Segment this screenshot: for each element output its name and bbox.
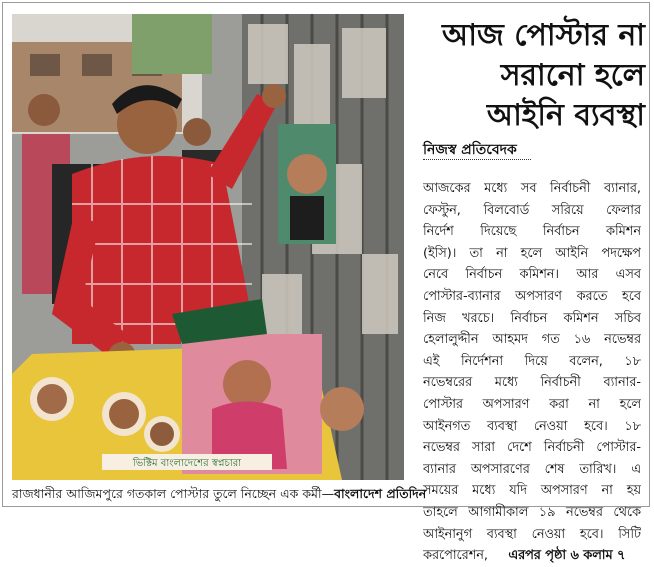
body-line: নিজ খরচে। নির্বাচন কমিশন সচিব	[423, 310, 641, 326]
headline-line-3: আইনি ব্যবস্থা	[486, 98, 645, 133]
body-line: তাহলে আগামীকাল ১৯ নভেম্বর থেকে	[423, 504, 641, 520]
body-line: পোস্টার অপসারণ করা না হলে	[423, 396, 641, 412]
body-line: (ইসি)। তা না হলে আইনি পদক্ষেপ	[423, 245, 641, 261]
jump-link[interactable]: এরপর পৃষ্ঠা ৬ কলাম ৭	[508, 548, 626, 564]
photo-caption	[12, 484, 427, 504]
news-photo	[12, 14, 404, 480]
byline-divider	[423, 159, 531, 160]
body-line: নভেম্বরের মধ্যে নির্বাচনী ব্যানার-	[423, 375, 641, 391]
body-line: নির্দেশ দিয়েছে নির্বাচন কমিশন	[423, 224, 641, 240]
body-line: হেলালুদ্দীন আহমদ গত ১৬ নভেম্বর	[423, 332, 641, 348]
body-line: এই নির্দেশনা দিয়ে বলেন, ১৮	[423, 353, 641, 369]
photo-illustration	[12, 14, 404, 480]
body-line: আজকের মধ্যে সব নির্বাচনী ব্যানার,	[423, 181, 641, 196]
body-line: নভেম্বর সারা দেশে নির্বাচনী পোস্টার-	[423, 440, 641, 456]
body-line: সময়ের মধ্যে যদি অপসারণ না হয়	[423, 483, 641, 499]
body-line: আইনগত ব্যবস্থা নেওয়া হবে। ১৮	[423, 418, 641, 434]
body-line: ব্যানার অপসারণের শেষ তারিখ। এ	[423, 461, 641, 477]
headline	[413, 16, 645, 136]
headline-line-2: সরানো হলে	[500, 58, 645, 93]
body-line: নেবে নির্বাচন কমিশন। আর এসব	[423, 267, 641, 283]
body-line-end: করপোরেশন,	[423, 548, 488, 564]
caption-text: রাজধানীর আজিমপুরে গতকাল পোস্টার তুলে নিচ্ছেন এক কর্মী—	[12, 486, 335, 501]
headline-line-1: আজ পোস্টার না	[442, 18, 645, 53]
body-line: ফেস্টুন, বিলবোর্ড সরিয়ে ফেলার	[423, 202, 641, 218]
body-line: পোস্টার-ব্যানার অপসারণ করতে হবে	[423, 288, 641, 304]
article-column	[413, 12, 645, 564]
body-last-line	[423, 545, 641, 567]
caption-credit: বাংলাদেশ প্রতিদিন	[334, 486, 427, 501]
article-body	[423, 178, 641, 567]
body-line: আইনানুগ ব্যবস্থা নেওয়া হবে। সিটি	[423, 526, 641, 542]
poster-text: ভিক্টিম বাংলাদেশের স্বপ্নচারা	[132, 458, 242, 469]
byline: নিজস্ব প্রতিবেদক	[423, 142, 517, 158]
